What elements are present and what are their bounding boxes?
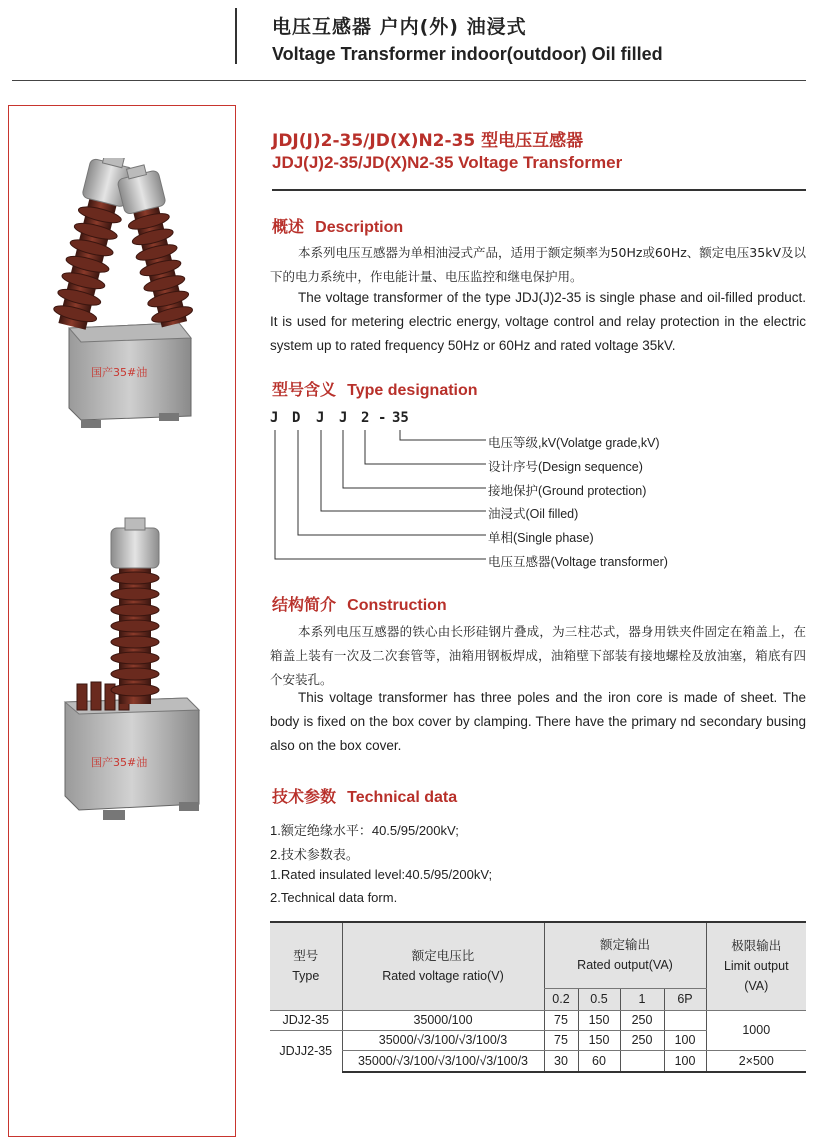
table-cell-ratio: 35000/√3/100/√3/100/3 [342, 1030, 544, 1050]
table-cell-value: 75 [544, 1010, 578, 1030]
construction-heading [272, 592, 447, 615]
construction-heading-en: Construction [347, 597, 447, 614]
header-class-0-5: 0.5 [578, 988, 620, 1010]
designation-heading [272, 377, 478, 400]
table-cell-value [664, 1010, 706, 1030]
table-cell-value: 250 [620, 1010, 664, 1030]
header-class-0-2: 0.2 [544, 988, 578, 1010]
designation-letter-5: 2 [361, 410, 370, 426]
header-output-cn: 额定输出 [599, 938, 650, 953]
technical-data-table [270, 921, 806, 1073]
table-cell-value: 150 [578, 1010, 620, 1030]
technical-line-4: 2.Technical data form. [270, 890, 398, 905]
table-cell-value: 250 [620, 1030, 664, 1050]
header-type-en: Type [292, 969, 320, 984]
product-rule [272, 189, 806, 191]
page-title-en: Voltage Transformer indoor(outdoor) Oil filled [272, 44, 663, 64]
designation-label-oil: 油浸式(Oil filled) [488, 507, 579, 521]
product-image-single-bushing [9, 514, 235, 844]
designation-label-voltage: 电压等级,kV(Volatge grade,kV) [488, 436, 660, 450]
construction-para-en: This voltage transformer has three poles and the iron core is made of sheet. The body is fixed on the box cover by clamping. There have the primary nd secondary busing also on the box cover. [270, 690, 806, 753]
description-heading-cn: 概述 [272, 217, 305, 236]
designation-label-single: 单相(Single phase) [488, 531, 594, 545]
table-cell-value: 75 [544, 1030, 578, 1050]
header-limit-en: Limit output [723, 959, 789, 974]
designation-letter-6: 35 [392, 410, 409, 426]
product-name-en: JDJ(J)2-35/JD(X)N2-35 Voltage Transformer [272, 153, 623, 172]
table-cell-value: 60 [578, 1050, 620, 1072]
table-cell-type: JDJ2-35 [270, 1010, 342, 1030]
oil-badge-1: 国产35#油 [91, 366, 148, 379]
table-cell-ratio: 35000/100 [342, 1010, 544, 1030]
header-ratio [342, 922, 544, 1010]
description-para-cn: 本系列电压互感器为单相油浸式产品，适用于额定频率为50Hz或60Hz、额定电压35kV及以下的电力系统中，作电能计量、电压监控和继电保护用。 [270, 245, 806, 284]
technical-heading [272, 784, 457, 807]
table-cell-ratio: 35000/√3/100/√3/100/√3/100/3 [342, 1050, 544, 1072]
table-cell-value: 100 [664, 1050, 706, 1072]
header-rule [12, 80, 806, 81]
technical-line-1: 1.额定绝缘水平：40.5/95/200kV; [270, 823, 459, 838]
designation-heading-cn: 型号含义 [272, 380, 337, 399]
designation-label-transformer: 电压互感器(Voltage transformer) [488, 555, 668, 569]
designation-letter-2: D [292, 410, 301, 426]
construction-heading-cn: 结构简介 [272, 595, 337, 614]
technical-line-3: 1.Rated insulated level:40.5/95/200kV; [270, 867, 493, 882]
header-limit-unit: (VA) [744, 979, 769, 994]
description-heading [272, 214, 403, 237]
table-cell-value: 150 [578, 1030, 620, 1050]
description-para-en: The voltage transformer of the type JDJ(J)2-35 is single phase and oil-filled product. It is used for metering electric energy, voltage control and relay protection in the electric system up to rated frequency 50Hz or 60Hz and rated voltage 35kV. [270, 290, 806, 353]
table-row [270, 1010, 806, 1030]
product-image-panel [8, 105, 236, 1137]
page-title-cn: 电压互感器 户内(外) 油浸式 [272, 16, 527, 38]
table-row [270, 1050, 806, 1072]
oil-badge-2: 国产35#油 [91, 756, 148, 769]
designation-label-ground: 接地保护(Ground protection) [488, 484, 647, 498]
designation-heading-en: Type designation [347, 382, 478, 399]
construction-para-cn: 本系列电压互感器的铁心由长形硅钢片叠成，为三柱芯式，器身用铁夹件固定在箱盖上，在箱盖上装有一次及二次套管等，油箱用钢板焊成，油箱壁下部装有接地螺栓及放油塞，箱底有四个安装孔。 [270, 624, 806, 687]
header-class-6p: 6P [664, 988, 706, 1010]
product-name-cn: JDJ(J)2-35/JD(X)N2-35 型电压互感器 [272, 131, 584, 151]
designation-letter-4: J [339, 410, 348, 426]
header-limit [706, 922, 806, 1010]
header-type [270, 922, 342, 1010]
table-cell-limit: 1000 [706, 1010, 806, 1050]
technical-heading-cn: 技术参数 [272, 787, 337, 806]
header-ratio-cn: 额定电压比 [411, 949, 475, 964]
product-image-double-bushing [9, 158, 235, 458]
header-output-en: Rated output(VA) [577, 958, 673, 973]
technical-line-2: 2.技术参数表。 [270, 847, 359, 862]
table-cell-value [620, 1050, 664, 1072]
table-cell-value: 30 [544, 1050, 578, 1072]
header-type-cn: 型号 [293, 949, 319, 964]
header-class-1: 1 [620, 988, 664, 1010]
designation-connector-lines [268, 428, 508, 588]
header-limit-cn: 极限输出 [731, 939, 782, 954]
header-divider [235, 8, 237, 64]
description-heading-en: Description [315, 219, 404, 236]
designation-letter-dash: - [378, 410, 387, 426]
header-output [544, 922, 706, 988]
technical-heading-en: Technical data [347, 789, 458, 806]
table-cell-limit: 2×500 [706, 1050, 806, 1072]
designation-letter-3: J [316, 410, 325, 426]
table-cell-value: 100 [664, 1030, 706, 1050]
table-cell-type: JDJJ2-35 [279, 1044, 333, 1059]
designation-letter-1: J [270, 410, 279, 426]
header-ratio-en: Rated voltage ratio(V) [382, 969, 504, 984]
designation-label-design: 设计序号(Design sequence) [488, 460, 643, 474]
